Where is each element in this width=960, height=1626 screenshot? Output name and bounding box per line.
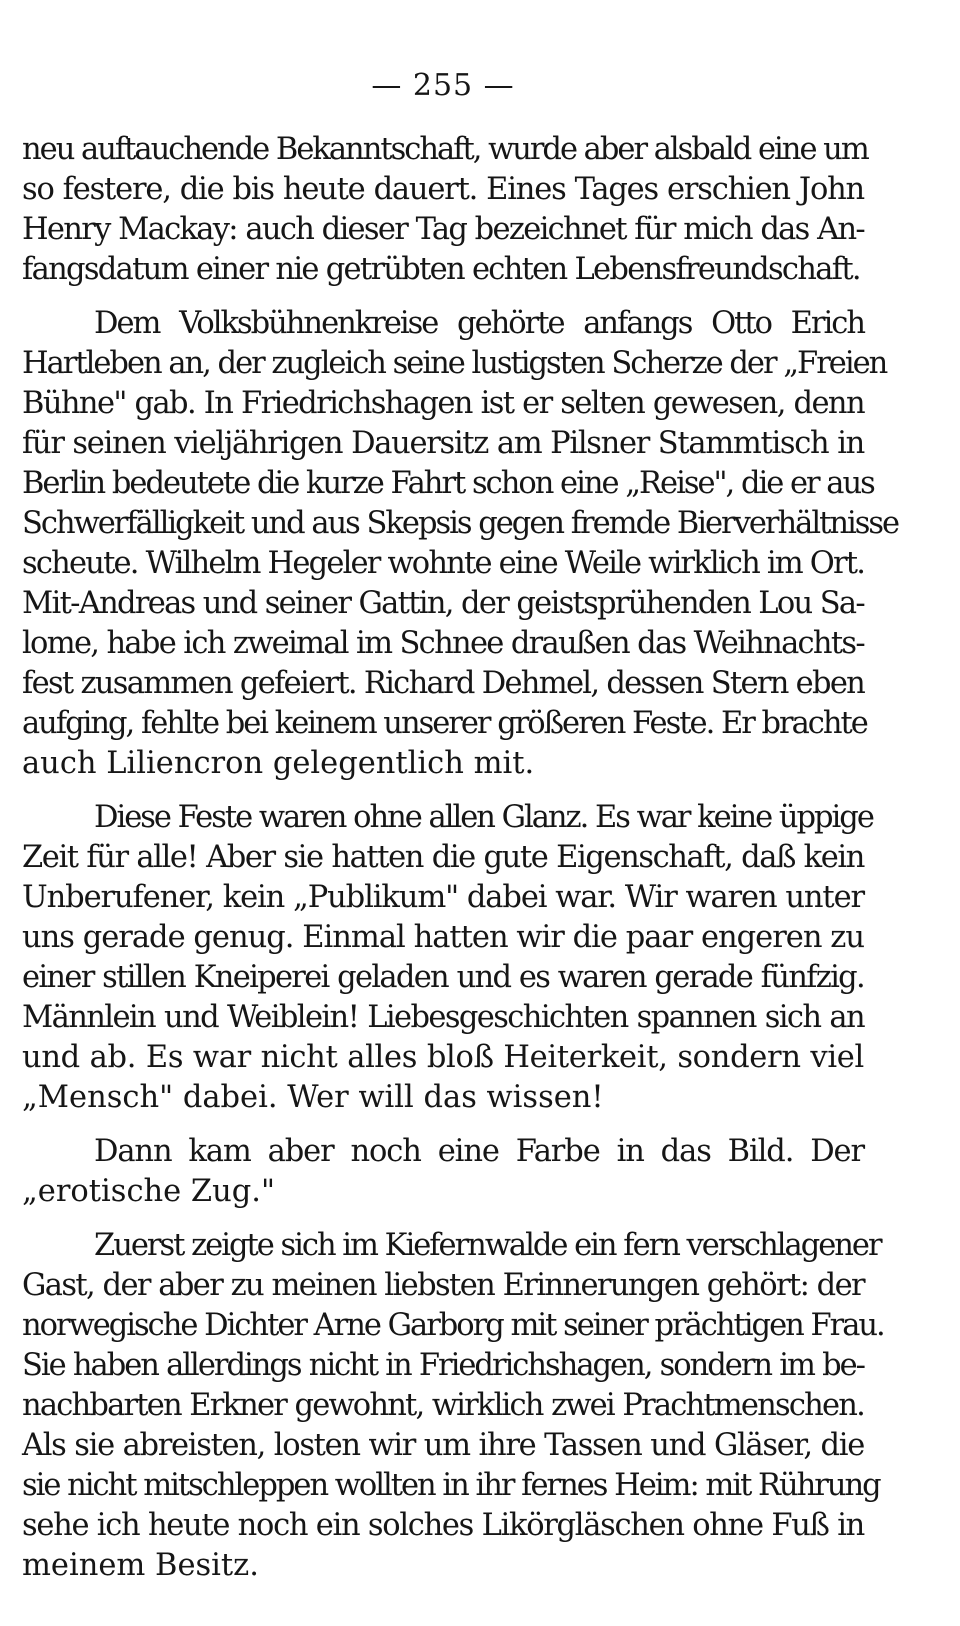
text-line: norwegische Dichter Arne Garborg mit seiner prächtigen Frau. xyxy=(22,1308,884,1343)
text-line: Bühne" gab. In Friedrichshagen ist er selten gewesen, denn xyxy=(22,386,864,421)
text-line: für seinen vieljährigen Dauersitz am Pilsner Stammtisch in xyxy=(22,426,864,461)
text-line: Gast, der aber zu meinen liebsten Erinnerungen gehört: der xyxy=(22,1268,864,1303)
text-line: fest zusammen gefeiert. Richard Dehmel, dessen Stern eben xyxy=(22,666,865,701)
text-line: Mit-Andreas und seiner Gattin, der geistsprühenden Lou Sa- xyxy=(22,586,864,621)
text-line: Zeit für alle! Aber sie hatten die gute Eigenschaft, daß kein xyxy=(22,840,864,875)
paragraph xyxy=(22,1132,864,1212)
text-line: sie nicht mitschleppen wollten in ihr fernes Heim: mit Rührung xyxy=(22,1468,880,1503)
text-line: fangsdatum einer nie getrübten echten Lebensfreundschaft. xyxy=(22,252,860,287)
text-line: Als sie abreisten, losten wir um ihre Tassen und Gläser, die xyxy=(22,1428,864,1463)
text-line: Unberufener, kein „Publikum" dabei war. Wir waren unter xyxy=(22,880,864,915)
text-line: neu auftauchende Bekanntschaft, wurde aber alsbald eine um xyxy=(22,132,868,167)
text-line: scheute. Wilhelm Hegeler wohnte eine Weile wirklich im Ort. xyxy=(22,546,865,581)
text-line: Zuerst zeigte sich im Kiefernwalde ein fern verschlagener xyxy=(94,1228,881,1263)
text-line: Dem Volksbühnenkreise gehörte anfangs Otto Erich xyxy=(94,306,864,341)
text-line: Sie haben allerdings nicht in Friedrichshagen, sondern im be- xyxy=(22,1348,864,1383)
text-line: meinem Besitz. xyxy=(22,1548,259,1583)
text-line: uns gerade genug. Einmal hatten wir die paar engeren zu xyxy=(22,920,864,955)
text-line: auch Liliencron gelegentlich mit. xyxy=(22,746,535,781)
paragraph xyxy=(22,130,868,290)
paragraph xyxy=(22,1226,884,1586)
text-line: so festere, die bis heute dauert. Eines Tages erschien John xyxy=(22,172,864,207)
text-line: Diese Feste waren ohne allen Glanz. Es war keine üppige xyxy=(94,800,873,835)
text-line: Hartleben an, der zugleich seine lustigsten Scherze der „Freien xyxy=(22,346,887,381)
text-line: aufging, fehlte bei keinem unserer größeren Feste. Er brachte xyxy=(22,706,867,741)
text-line: sehe ich heute noch ein solches Likörgläschen ohne Fuß in xyxy=(22,1508,864,1543)
text-line: einer stillen Kneiperei geladen und es waren gerade fünfzig. xyxy=(22,960,864,995)
body-text xyxy=(22,130,899,1586)
text-line: Schwerfälligkeit und aus Skepsis gegen fremde Bierverhältnisse xyxy=(22,506,899,541)
text-line: Berlin bedeutete die kurze Fahrt schon eine „Reise", die er aus xyxy=(22,466,874,501)
text-line: Männlein und Weiblein! Liebesgeschichten spannen sich an xyxy=(22,1000,864,1035)
text-line: „erotische Zug." xyxy=(22,1174,276,1209)
page-number: — 255 — xyxy=(371,68,515,103)
text-line: „Mensch" dabei. Wer will das wissen! xyxy=(22,1080,604,1115)
text-line: nachbarten Erkner gewohnt, wirklich zwei Prachtmenschen. xyxy=(22,1388,864,1423)
text-line: Henry Mackay: auch dieser Tag bezeichnet für mich das An- xyxy=(22,212,864,247)
paragraph xyxy=(22,798,873,1118)
text-line: lome, habe ich zweimal im Schnee draußen das Weihnachts- xyxy=(22,626,864,661)
text-line: Dann kam aber noch eine Farbe in das Bild. Der xyxy=(94,1134,864,1169)
paragraph xyxy=(22,304,899,784)
text-line: und ab. Es war nicht alles bloß Heiterkeit, sondern viel xyxy=(22,1040,864,1075)
